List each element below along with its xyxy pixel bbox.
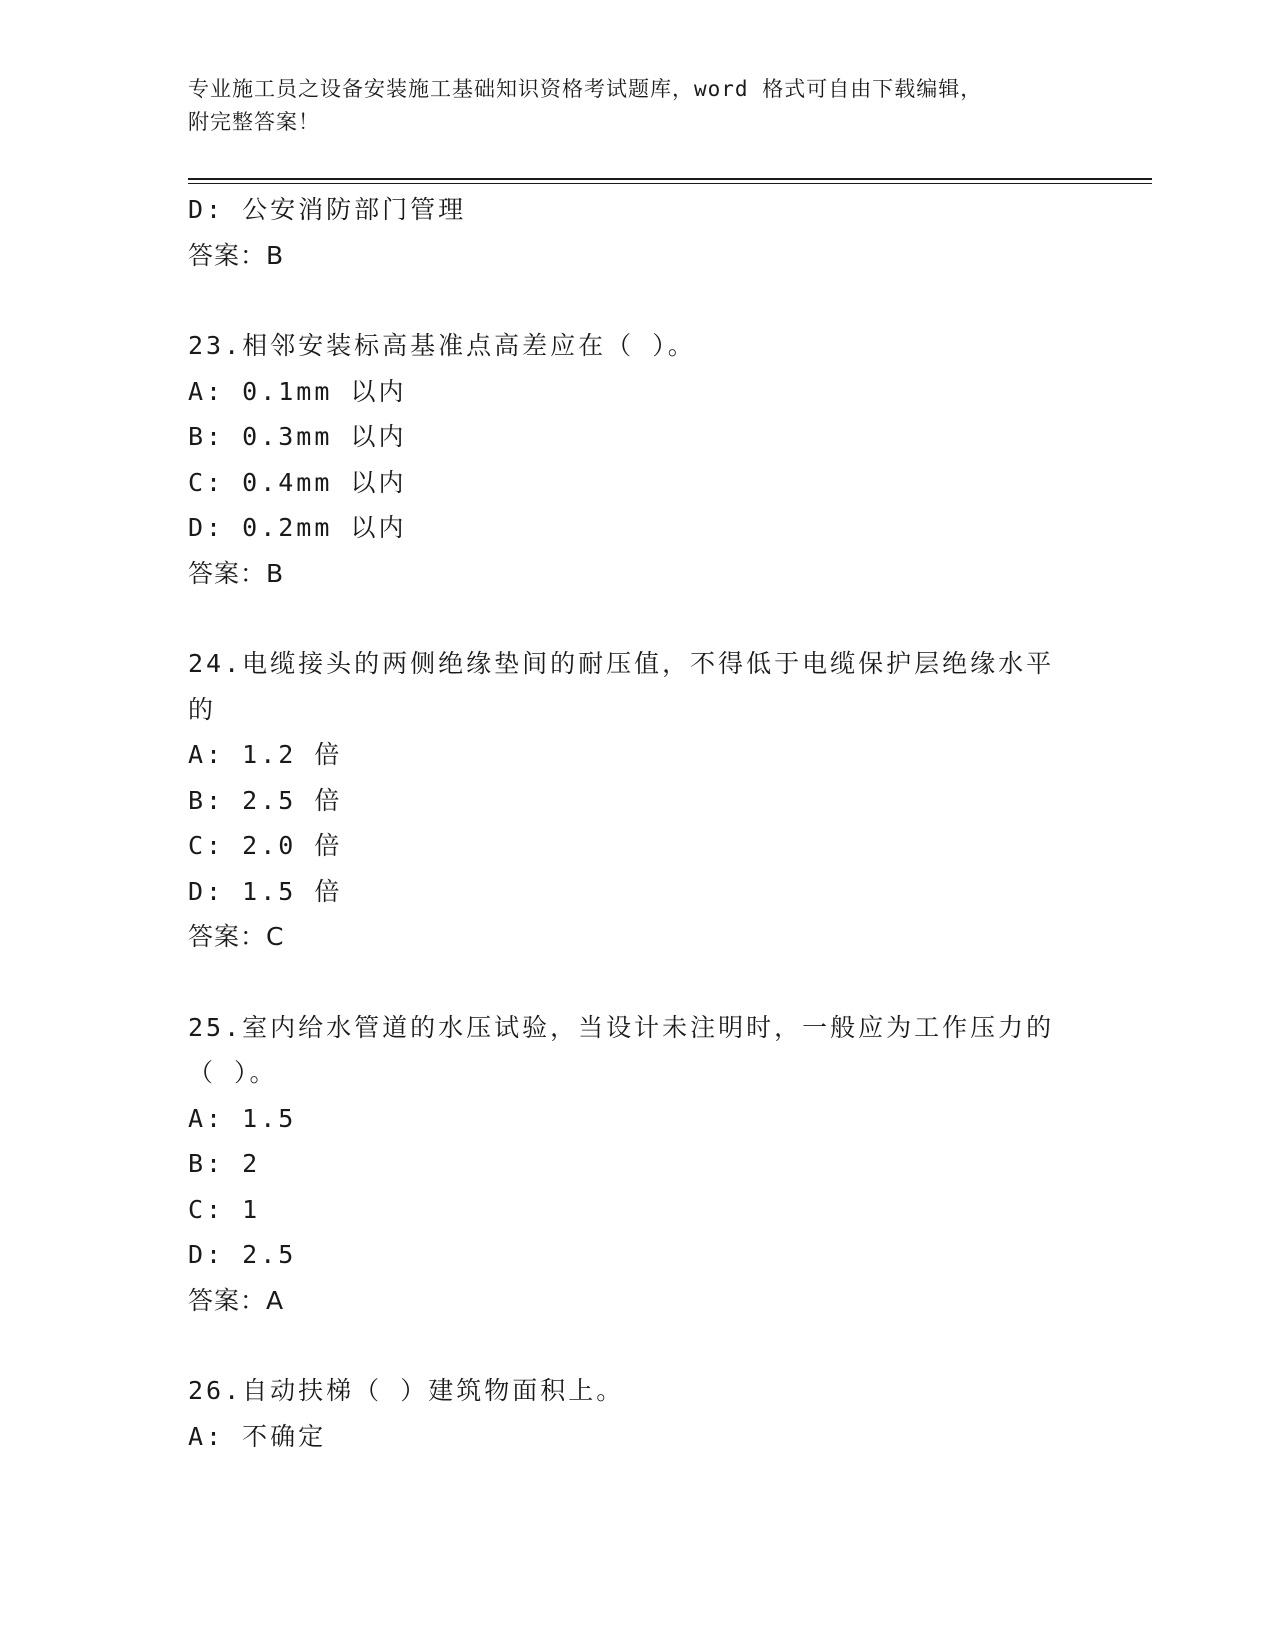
- option-c: C: 0.4mm 以内: [188, 467, 407, 497]
- option-a: A: 不确定: [188, 1421, 327, 1451]
- question-stem-continued: （ ）。: [188, 1058, 278, 1087]
- header-line-1: 专业施工员之设备安装施工基础知识资格考试题库，word 格式可自由下载编辑，: [188, 77, 983, 101]
- question-stem: 24.电缆接头的两侧绝缘垫间的耐压值，不得低于电缆保护层绝缘水平: [188, 649, 1055, 678]
- question-stem: 25.室内给水管道的水压试验，当设计未注明时，一般应为工作压力的: [188, 1012, 1055, 1042]
- answer: 答案：B: [188, 558, 285, 588]
- answer: 答案：C: [188, 922, 285, 951]
- question-24: [188, 641, 1088, 960]
- question-list: [188, 187, 1088, 1459]
- header-divider-thin: [188, 183, 1152, 184]
- option-a: A: 0.1mm 以内: [188, 376, 407, 406]
- option-b: B: 0.3mm 以内: [188, 422, 407, 451]
- option-d: D: 0.2mm 以内: [188, 513, 407, 542]
- option-d: D: 公安消防部门管理: [188, 195, 467, 224]
- option-b: B: 2.5 倍: [188, 785, 343, 815]
- option-c: C: 2.0 倍: [188, 831, 343, 860]
- answer: 答案：B: [188, 240, 285, 270]
- option-d: D: 1.5 倍: [188, 876, 343, 906]
- option-d: D: 2.5: [188, 1240, 297, 1269]
- option-c: C: 1: [188, 1194, 261, 1224]
- header-line-2: 附完整答案！: [188, 110, 320, 134]
- option-a: A: 1.2 倍: [188, 740, 343, 769]
- question-stem-continued: 的: [188, 694, 217, 724]
- question-stem: 23.相邻安装标高基准点高差应在（ ）。: [188, 331, 696, 360]
- answer: 答案：A: [188, 1285, 285, 1315]
- document-header: [188, 73, 1068, 139]
- option-a: A: 1.5: [188, 1103, 297, 1133]
- question-22-tail: [188, 187, 1088, 278]
- question-26: [188, 1368, 1088, 1459]
- option-b: B: 2: [188, 1149, 261, 1178]
- question-23: [188, 323, 1088, 596]
- question-25: [188, 1005, 1088, 1324]
- header-divider-thick: [188, 178, 1152, 180]
- question-stem: 26.自动扶梯（ ）建筑物面积上。: [188, 1376, 625, 1405]
